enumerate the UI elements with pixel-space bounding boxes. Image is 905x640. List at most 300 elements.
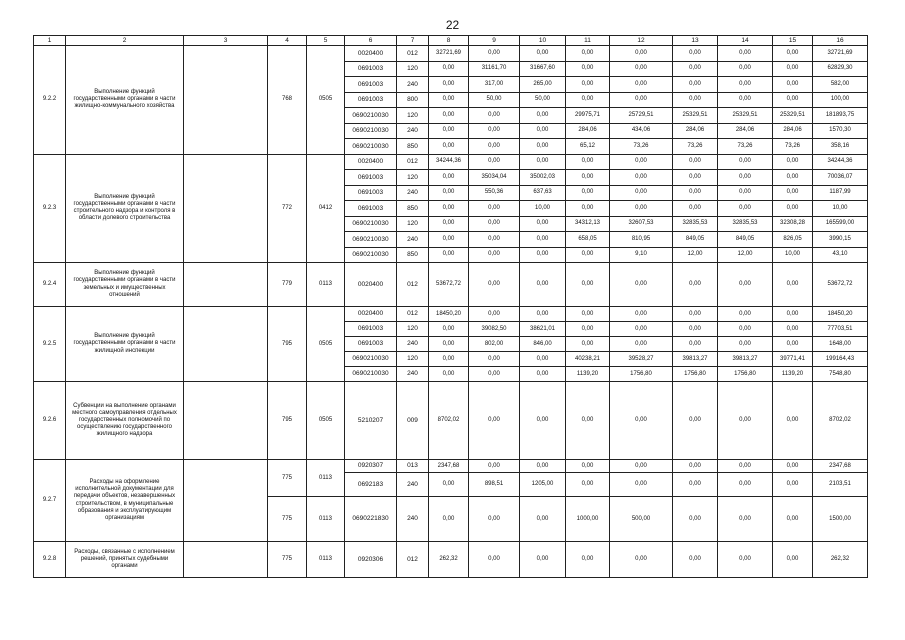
amount-cell: 317,00 xyxy=(469,77,520,93)
amount-cell: 39082,50 xyxy=(469,322,520,337)
amount-cell: 8702,02 xyxy=(813,382,868,460)
amount-cell: 62829,30 xyxy=(813,61,868,77)
amount-cell: 0,00 xyxy=(718,322,773,337)
amount-cell: 0,00 xyxy=(610,263,673,307)
target-code: 0690210030 xyxy=(345,123,397,139)
section-number: 9.2.4 xyxy=(34,263,66,307)
amount-cell: 0,00 xyxy=(610,61,673,77)
amount-cell: 810,95 xyxy=(610,232,673,248)
header-row xyxy=(34,36,868,46)
amount-cell: 0,00 xyxy=(673,337,718,352)
header-cell: 2 xyxy=(66,36,184,46)
target-code: 0920306 xyxy=(345,542,397,578)
amount-cell: 0,00 xyxy=(520,108,566,124)
amount-cell: 32721,69 xyxy=(813,46,868,62)
amount-cell: 2347,68 xyxy=(813,460,868,473)
amount-cell: 0,00 xyxy=(773,263,813,307)
amount-cell: 25729,51 xyxy=(610,108,673,124)
header-cell: 15 xyxy=(773,36,813,46)
target-code: 0020400 xyxy=(345,307,397,322)
table-body xyxy=(34,36,868,578)
amount-cell: 0,00 xyxy=(773,497,813,542)
amount-cell: 0,00 xyxy=(610,542,673,578)
amount-cell: 0,00 xyxy=(429,77,469,93)
amount-cell: 0,00 xyxy=(566,263,610,307)
target-code: 0691003 xyxy=(345,77,397,93)
amount-cell: 32308,28 xyxy=(773,216,813,232)
section-code: 0113 xyxy=(307,263,345,307)
amount-cell: 0,00 xyxy=(610,307,673,322)
amount-cell: 0,00 xyxy=(429,352,469,367)
amount-cell: 32835,53 xyxy=(673,216,718,232)
amount-cell: 53672,72 xyxy=(813,263,868,307)
amount-cell: 0,00 xyxy=(610,473,673,497)
amount-cell: 39813,27 xyxy=(718,352,773,367)
amount-cell: 0,00 xyxy=(773,473,813,497)
amount-cell: 0,00 xyxy=(566,460,610,473)
target-code: 0690210030 xyxy=(345,216,397,232)
amount-cell: 0,00 xyxy=(566,322,610,337)
amount-cell: 35002,03 xyxy=(520,170,566,186)
amount-cell: 0,00 xyxy=(429,201,469,217)
section-name: Выполнение функций государственными органами в части жилищно-коммунального хозяйства xyxy=(66,46,184,155)
expense-type: 240 xyxy=(397,123,429,139)
section-name: Выполнение функций государственными органами в части строительного надзора и контроля в области долевого строительства xyxy=(66,154,184,263)
amount-cell: 0,00 xyxy=(469,542,520,578)
expense-type: 009 xyxy=(397,382,429,460)
amount-cell: 0,00 xyxy=(520,216,566,232)
table-row xyxy=(34,46,868,62)
expense-type: 240 xyxy=(397,473,429,497)
amount-cell: 0,00 xyxy=(566,542,610,578)
amount-cell: 0,00 xyxy=(718,263,773,307)
section-col3 xyxy=(184,307,268,382)
amount-cell: 0,00 xyxy=(773,201,813,217)
table-row xyxy=(34,542,868,578)
amount-cell: 262,32 xyxy=(429,542,469,578)
budget-table xyxy=(33,35,868,578)
amount-cell: 0,00 xyxy=(718,92,773,108)
header-cell: 4 xyxy=(268,36,307,46)
amount-cell: 284,06 xyxy=(718,123,773,139)
amount-cell: 2103,51 xyxy=(813,473,868,497)
section-col3 xyxy=(184,46,268,155)
amount-cell: 0,00 xyxy=(566,201,610,217)
section-name: Выполнение функций государственными органами в части жилищной инспекции xyxy=(66,307,184,382)
amount-cell: 32835,53 xyxy=(718,216,773,232)
target-code: 0690221830 xyxy=(345,497,397,542)
section-col3 xyxy=(184,382,268,460)
amount-cell: 12,00 xyxy=(718,247,773,263)
amount-cell: 0,00 xyxy=(566,247,610,263)
amount-cell: 284,06 xyxy=(566,123,610,139)
amount-cell: 0,00 xyxy=(566,473,610,497)
amount-cell: 849,05 xyxy=(718,232,773,248)
amount-cell: 0,00 xyxy=(773,46,813,62)
amount-cell: 0,00 xyxy=(520,123,566,139)
expense-type: 240 xyxy=(397,185,429,201)
amount-cell: 18450,20 xyxy=(429,307,469,322)
amount-cell: 1648,00 xyxy=(813,337,868,352)
amount-cell: 0,00 xyxy=(610,201,673,217)
header-cell: 10 xyxy=(520,36,566,46)
amount-cell: 0,00 xyxy=(718,185,773,201)
amount-cell: 32721,69 xyxy=(429,46,469,62)
expense-type: 012 xyxy=(397,154,429,170)
target-code: 0920307 xyxy=(345,460,397,473)
amount-cell: 0,00 xyxy=(469,232,520,248)
amount-cell: 0,00 xyxy=(469,382,520,460)
table-row xyxy=(34,154,868,170)
section-code: 0113 xyxy=(307,497,345,542)
amount-cell: 0,00 xyxy=(566,307,610,322)
ministry-code: 795 xyxy=(268,382,307,460)
expense-type: 012 xyxy=(397,542,429,578)
amount-cell: 0,00 xyxy=(673,77,718,93)
amount-cell: 0,00 xyxy=(673,473,718,497)
amount-cell: 0,00 xyxy=(520,263,566,307)
target-code: 0690210030 xyxy=(345,367,397,382)
target-code: 0690210030 xyxy=(345,352,397,367)
expense-type: 012 xyxy=(397,307,429,322)
target-code: 0691003 xyxy=(345,201,397,217)
ministry-code: 775 xyxy=(268,497,307,542)
amount-cell: 1756,80 xyxy=(610,367,673,382)
amount-cell: 0,00 xyxy=(429,216,469,232)
amount-cell: 100,00 xyxy=(813,92,868,108)
amount-cell: 0,00 xyxy=(673,542,718,578)
section-name: Расходы на оформление исполнительной документации для передачи объектов, незавершенных строительством, в муниципальные образования и эксплуатирующим организациям xyxy=(66,460,184,542)
amount-cell: 25329,51 xyxy=(718,108,773,124)
amount-cell: 0,00 xyxy=(718,77,773,93)
amount-cell: 0,00 xyxy=(673,92,718,108)
amount-cell: 0,00 xyxy=(429,170,469,186)
section-code: 0505 xyxy=(307,46,345,155)
section-number: 9.2.6 xyxy=(34,382,66,460)
section-col3 xyxy=(184,542,268,578)
amount-cell: 0,00 xyxy=(773,170,813,186)
amount-cell: 0,00 xyxy=(469,247,520,263)
amount-cell: 65,12 xyxy=(566,139,610,155)
amount-cell: 0,00 xyxy=(718,382,773,460)
table-row xyxy=(34,460,868,473)
amount-cell: 0,00 xyxy=(773,77,813,93)
section-name: Расходы, связанные с исполнением решений, принятых судебными органами xyxy=(66,542,184,578)
amount-cell: 0,00 xyxy=(673,201,718,217)
header-cell: 7 xyxy=(397,36,429,46)
amount-cell: 0,00 xyxy=(566,154,610,170)
header-cell: 14 xyxy=(718,36,773,46)
amount-cell: 0,00 xyxy=(469,123,520,139)
amount-cell: 0,00 xyxy=(673,497,718,542)
page-number: 22 xyxy=(445,18,460,32)
target-code: 0690210030 xyxy=(345,232,397,248)
amount-cell: 0,00 xyxy=(610,337,673,352)
expense-type: 120 xyxy=(397,108,429,124)
amount-cell: 0,00 xyxy=(520,542,566,578)
amount-cell: 0,00 xyxy=(520,352,566,367)
amount-cell: 77703,51 xyxy=(813,322,868,337)
expense-type: 012 xyxy=(397,263,429,307)
header-cell: 6 xyxy=(345,36,397,46)
amount-cell: 0,00 xyxy=(429,61,469,77)
amount-cell: 0,00 xyxy=(673,263,718,307)
amount-cell: 0,00 xyxy=(566,382,610,460)
target-code: 0690210030 xyxy=(345,139,397,155)
ministry-code: 772 xyxy=(268,154,307,263)
header-cell: 11 xyxy=(566,36,610,46)
amount-cell: 0,00 xyxy=(429,367,469,382)
amount-cell: 70036,07 xyxy=(813,170,868,186)
section-code: 0505 xyxy=(307,307,345,382)
section-code: 0113 xyxy=(307,460,345,497)
amount-cell: 0,00 xyxy=(610,170,673,186)
amount-cell: 0,00 xyxy=(718,61,773,77)
amount-cell: 35034,04 xyxy=(469,170,520,186)
expense-type: 800 xyxy=(397,92,429,108)
amount-cell: 0,00 xyxy=(718,201,773,217)
amount-cell: 0,00 xyxy=(469,307,520,322)
amount-cell: 0,00 xyxy=(469,139,520,155)
amount-cell: 0,00 xyxy=(673,61,718,77)
amount-cell: 39528,27 xyxy=(610,352,673,367)
amount-cell: 25329,51 xyxy=(673,108,718,124)
target-code: 0691003 xyxy=(345,170,397,186)
header-cell: 1 xyxy=(34,36,66,46)
target-code: 0690210030 xyxy=(345,247,397,263)
section-col3 xyxy=(184,460,268,542)
target-code: 0691003 xyxy=(345,185,397,201)
amount-cell: 0,00 xyxy=(610,382,673,460)
amount-cell: 0,00 xyxy=(429,123,469,139)
section-name: Выполнение функций государственными органами в части земельных и имущественных отношений xyxy=(66,263,184,307)
expense-type: 120 xyxy=(397,61,429,77)
expense-type: 850 xyxy=(397,201,429,217)
expense-type: 012 xyxy=(397,46,429,62)
amount-cell: 0,00 xyxy=(520,460,566,473)
amount-cell: 0,00 xyxy=(520,382,566,460)
amount-cell: 0,00 xyxy=(520,247,566,263)
amount-cell: 10,00 xyxy=(773,247,813,263)
amount-cell: 637,63 xyxy=(520,185,566,201)
table-row xyxy=(34,382,868,460)
amount-cell: 0,00 xyxy=(566,92,610,108)
amount-cell: 1756,80 xyxy=(673,367,718,382)
table-row xyxy=(34,263,868,307)
amount-cell: 1187,99 xyxy=(813,185,868,201)
target-code: 0691003 xyxy=(345,92,397,108)
section-number: 9.2.8 xyxy=(34,542,66,578)
amount-cell: 0,00 xyxy=(773,307,813,322)
ministry-code: 775 xyxy=(268,542,307,578)
expense-type: 120 xyxy=(397,170,429,186)
amount-cell: 1205,00 xyxy=(520,473,566,497)
section-col3 xyxy=(184,154,268,263)
expense-type: 240 xyxy=(397,337,429,352)
amount-cell: 0,00 xyxy=(566,77,610,93)
ministry-code: 795 xyxy=(268,307,307,382)
header-cell: 16 xyxy=(813,36,868,46)
header-cell: 8 xyxy=(429,36,469,46)
amount-cell: 165599,00 xyxy=(813,216,868,232)
amount-cell: 0,00 xyxy=(429,337,469,352)
amount-cell: 0,00 xyxy=(773,154,813,170)
amount-cell: 0,00 xyxy=(610,322,673,337)
amount-cell: 0,00 xyxy=(429,322,469,337)
amount-cell: 53672,72 xyxy=(429,263,469,307)
expense-type: 240 xyxy=(397,497,429,542)
expense-type: 240 xyxy=(397,232,429,248)
section-number: 9.2.3 xyxy=(34,154,66,263)
amount-cell: 31667,60 xyxy=(520,61,566,77)
amount-cell: 0,00 xyxy=(520,46,566,62)
amount-cell: 0,00 xyxy=(566,170,610,186)
amount-cell: 0,00 xyxy=(773,61,813,77)
target-code: 0020400 xyxy=(345,154,397,170)
header-cell: 3 xyxy=(184,36,268,46)
amount-cell: 0,00 xyxy=(469,154,520,170)
amount-cell: 0,00 xyxy=(718,170,773,186)
target-code: 5210207 xyxy=(345,382,397,460)
amount-cell: 550,36 xyxy=(469,185,520,201)
expense-type: 240 xyxy=(397,367,429,382)
expense-type: 120 xyxy=(397,352,429,367)
expense-type: 850 xyxy=(397,247,429,263)
section-number: 9.2.5 xyxy=(34,307,66,382)
amount-cell: 1139,20 xyxy=(773,367,813,382)
section-number: 9.2.2 xyxy=(34,46,66,155)
header-cell: 12 xyxy=(610,36,673,46)
amount-cell: 0,00 xyxy=(520,497,566,542)
expense-type: 240 xyxy=(397,77,429,93)
target-code: 0691003 xyxy=(345,61,397,77)
amount-cell: 0,00 xyxy=(469,352,520,367)
amount-cell: 73,26 xyxy=(718,139,773,155)
amount-cell: 2347,68 xyxy=(429,460,469,473)
amount-cell: 0,00 xyxy=(429,247,469,263)
target-code: 0692183 xyxy=(345,473,397,497)
amount-cell: 500,00 xyxy=(610,497,673,542)
target-code: 0691003 xyxy=(345,337,397,352)
amount-cell: 0,00 xyxy=(429,497,469,542)
amount-cell: 0,00 xyxy=(673,154,718,170)
amount-cell: 0,00 xyxy=(718,337,773,352)
amount-cell: 849,05 xyxy=(673,232,718,248)
amount-cell: 0,00 xyxy=(429,473,469,497)
amount-cell: 0,00 xyxy=(610,154,673,170)
section-code: 0412 xyxy=(307,154,345,263)
amount-cell: 0,00 xyxy=(610,77,673,93)
amount-cell: 0,00 xyxy=(673,460,718,473)
amount-cell: 1500,00 xyxy=(813,497,868,542)
amount-cell: 0,00 xyxy=(469,108,520,124)
amount-cell: 0,00 xyxy=(773,337,813,352)
amount-cell: 0,00 xyxy=(773,542,813,578)
section-code: 0505 xyxy=(307,382,345,460)
amount-cell: 43,10 xyxy=(813,247,868,263)
amount-cell: 0,00 xyxy=(566,185,610,201)
amount-cell: 38621,01 xyxy=(520,322,566,337)
amount-cell: 0,00 xyxy=(718,46,773,62)
table-row xyxy=(34,307,868,322)
amount-cell: 0,00 xyxy=(469,460,520,473)
amount-cell: 0,00 xyxy=(718,473,773,497)
amount-cell: 802,00 xyxy=(469,337,520,352)
amount-cell: 1756,80 xyxy=(718,367,773,382)
amount-cell: 34244,36 xyxy=(429,154,469,170)
amount-cell: 39771,41 xyxy=(773,352,813,367)
amount-cell: 0,00 xyxy=(429,139,469,155)
amount-cell: 50,00 xyxy=(520,92,566,108)
amount-cell: 0,00 xyxy=(718,497,773,542)
amount-cell: 0,00 xyxy=(469,367,520,382)
amount-cell: 3990,15 xyxy=(813,232,868,248)
amount-cell: 0,00 xyxy=(520,307,566,322)
header-cell: 13 xyxy=(673,36,718,46)
expense-type: 850 xyxy=(397,139,429,155)
amount-cell: 284,06 xyxy=(673,123,718,139)
amount-cell: 25329,51 xyxy=(773,108,813,124)
ministry-code: 779 xyxy=(268,263,307,307)
amount-cell: 0,00 xyxy=(469,201,520,217)
amount-cell: 0,00 xyxy=(718,154,773,170)
header-cell: 5 xyxy=(307,36,345,46)
amount-cell: 0,00 xyxy=(773,185,813,201)
amount-cell: 0,00 xyxy=(520,139,566,155)
expense-type: 013 xyxy=(397,460,429,473)
amount-cell: 0,00 xyxy=(773,460,813,473)
amount-cell: 0,00 xyxy=(773,382,813,460)
amount-cell: 0,00 xyxy=(469,216,520,232)
amount-cell: 0,00 xyxy=(673,322,718,337)
section-col3 xyxy=(184,263,268,307)
amount-cell: 284,06 xyxy=(773,123,813,139)
amount-cell: 358,16 xyxy=(813,139,868,155)
amount-cell: 0,00 xyxy=(429,232,469,248)
section-number: 9.2.7 xyxy=(34,460,66,542)
amount-cell: 658,05 xyxy=(566,232,610,248)
amount-cell: 0,00 xyxy=(520,232,566,248)
amount-cell: 1000,00 xyxy=(566,497,610,542)
amount-cell: 0,00 xyxy=(673,46,718,62)
amount-cell: 846,00 xyxy=(520,337,566,352)
amount-cell: 0,00 xyxy=(773,322,813,337)
amount-cell: 0,00 xyxy=(566,61,610,77)
amount-cell: 10,00 xyxy=(813,201,868,217)
amount-cell: 39813,27 xyxy=(673,352,718,367)
amount-cell: 582,00 xyxy=(813,77,868,93)
amount-cell: 34312,13 xyxy=(566,216,610,232)
amount-cell: 0,00 xyxy=(520,154,566,170)
amount-cell: 0,00 xyxy=(469,263,520,307)
amount-cell: 0,00 xyxy=(610,460,673,473)
target-code: 0690210030 xyxy=(345,108,397,124)
amount-cell: 0,00 xyxy=(520,367,566,382)
amount-cell: 262,32 xyxy=(813,542,868,578)
amount-cell: 826,05 xyxy=(773,232,813,248)
amount-cell: 34244,36 xyxy=(813,154,868,170)
amount-cell: 0,00 xyxy=(773,92,813,108)
amount-cell: 0,00 xyxy=(673,382,718,460)
amount-cell: 50,00 xyxy=(469,92,520,108)
amount-cell: 199164,43 xyxy=(813,352,868,367)
amount-cell: 73,26 xyxy=(610,139,673,155)
amount-cell: 0,00 xyxy=(566,337,610,352)
header-cell: 9 xyxy=(469,36,520,46)
amount-cell: 0,00 xyxy=(469,46,520,62)
amount-cell: 434,06 xyxy=(610,123,673,139)
amount-cell: 8702,02 xyxy=(429,382,469,460)
